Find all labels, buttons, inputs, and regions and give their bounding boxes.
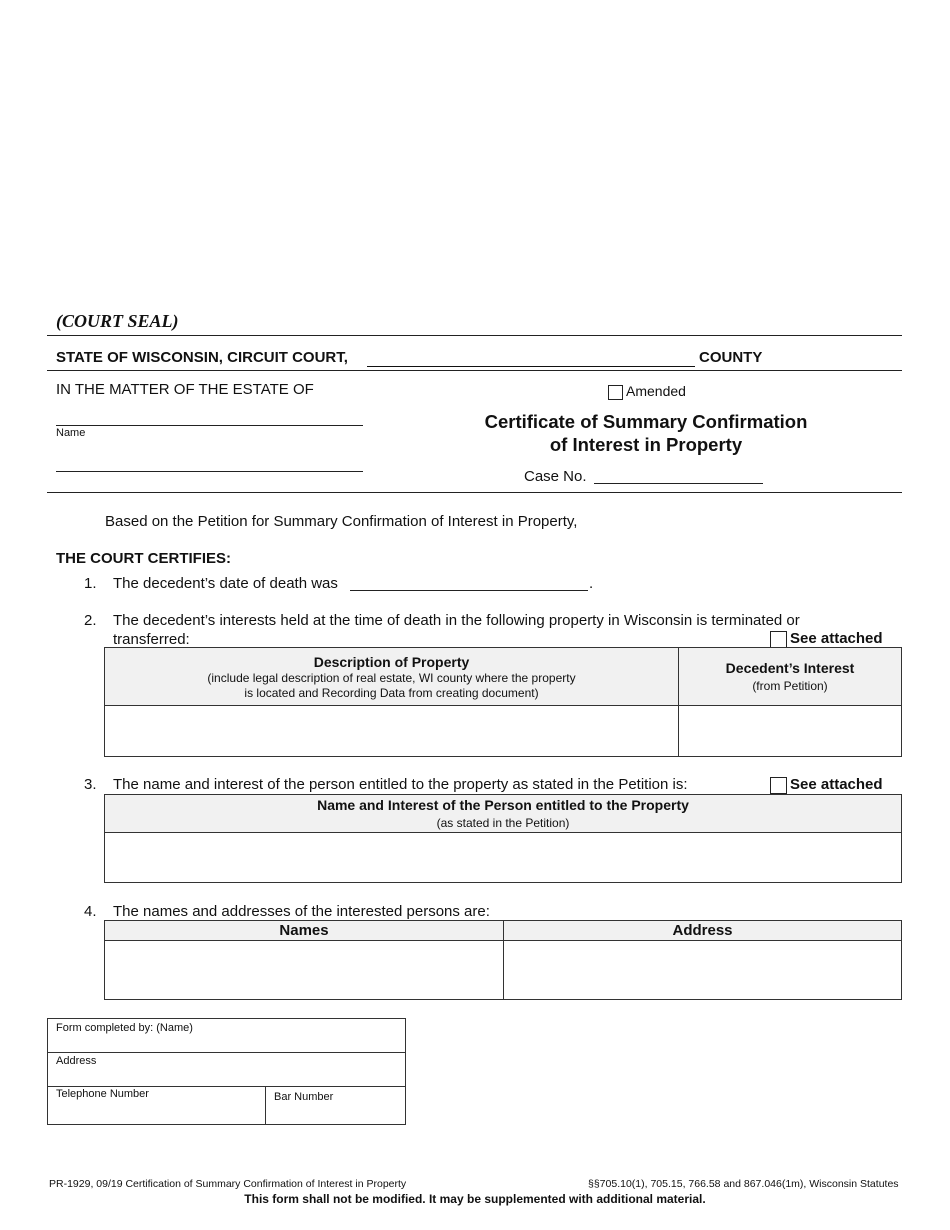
- see-attached-checkbox-person[interactable]: [770, 777, 787, 794]
- date-of-death-blank[interactable]: [350, 590, 588, 591]
- interest-cell[interactable]: [679, 706, 901, 756]
- form-completed-by-box: [47, 1018, 406, 1125]
- estate-name-blank-2[interactable]: [56, 471, 363, 472]
- address-cell[interactable]: [504, 941, 901, 999]
- description-title: Description of Property: [313, 654, 470, 670]
- court-seal-label: (COURT SEAL): [56, 311, 179, 331]
- court-certifies-heading: THE COURT CERTIFIES:: [56, 550, 231, 567]
- header-top-rule: [47, 335, 902, 336]
- completed-by-row-divider-1: [48, 1052, 405, 1053]
- person-entitled-subtitle: (as stated in the Petition): [436, 816, 570, 830]
- completed-by-row-divider-2: [48, 1086, 405, 1087]
- completed-by-name-label[interactable]: Form completed by: (Name): [56, 1022, 193, 1034]
- form-title-line-1: Certificate of Summary Confirmation: [484, 411, 808, 432]
- header-bottom-rule: [47, 492, 902, 493]
- person-entitled-header: [105, 795, 901, 833]
- amended-checkbox[interactable]: [608, 385, 623, 400]
- names-column-header: Names: [279, 922, 329, 939]
- amended-label: Amended: [626, 383, 686, 399]
- estate-name-blank[interactable]: [56, 425, 363, 426]
- description-subtitle-1: (include legal description of real estate, WI county where the property: [207, 671, 576, 685]
- item-4-number: 4.: [84, 903, 97, 920]
- interested-persons-table: [104, 920, 902, 1000]
- estate-label: IN THE MATTER OF THE ESTATE OF: [56, 381, 314, 398]
- item-2-text-line-1: The decedent’s interests held at the time of death in the following property in Wisconsin is terminated or: [113, 612, 800, 629]
- case-no-label: Case No.: [524, 468, 587, 485]
- item-1-number: 1.: [84, 575, 97, 592]
- see-attached-label-person: See attached: [790, 776, 883, 793]
- see-attached-checkbox-property[interactable]: [770, 631, 787, 648]
- form-title: [446, 410, 846, 456]
- item-1-text: The decedent’s date of death was: [113, 575, 338, 592]
- property-table: [104, 647, 902, 757]
- bar-number-label[interactable]: Bar Number: [274, 1091, 334, 1103]
- completed-by-address-label[interactable]: Address: [56, 1055, 97, 1067]
- footer-form-id: PR-1929, 09/19 Certification of Summary Confirmation of Interest in Property: [49, 1178, 407, 1190]
- names-cell[interactable]: [105, 941, 503, 999]
- item-2-number: 2.: [84, 612, 97, 629]
- description-column-header: [105, 654, 678, 700]
- completed-by-col-divider: [265, 1086, 266, 1124]
- court-label: STATE OF WISCONSIN, CIRCUIT COURT,: [56, 349, 348, 366]
- form-title-line-2: of Interest in Property: [549, 434, 743, 455]
- county-blank[interactable]: [367, 366, 695, 367]
- footer-notice: This form shall not be modified. It may be supplemented with additional material.: [244, 1192, 706, 1206]
- person-entitled-title: Name and Interest of the Person entitled to the Property: [317, 797, 689, 813]
- intro-text: Based on the Petition for Summary Confirmation of Interest in Property,: [105, 513, 578, 530]
- description-subtitle-2: is located and Recording Data from creating document): [244, 686, 539, 700]
- county-label: COUNTY: [699, 349, 763, 366]
- item-3-text: The name and interest of the person entitled to the property as stated in the Petition is:: [113, 776, 688, 793]
- item-1-period: .: [589, 575, 594, 592]
- item-4-text: The names and addresses of the interested persons are:: [113, 903, 490, 920]
- item-2-text-line-2: transferred:: [113, 631, 190, 648]
- footer-statutes: §§705.10(1), 705.15, 766.58 and 867.046(1m), Wisconsin Statutes: [588, 1178, 899, 1190]
- see-attached-label-property: See attached: [790, 630, 883, 647]
- interest-title: Decedent’s Interest: [725, 660, 855, 676]
- header-mid-rule: [47, 370, 902, 371]
- telephone-number-label[interactable]: Telephone Number: [56, 1088, 149, 1100]
- name-label: Name: [56, 427, 86, 439]
- description-cell[interactable]: [105, 706, 678, 756]
- person-entitled-cell[interactable]: [105, 833, 901, 882]
- address-column-header: Address: [672, 922, 733, 939]
- person-entitled-table: [104, 794, 902, 883]
- case-no-blank[interactable]: [594, 483, 763, 484]
- item-3-number: 3.: [84, 776, 97, 793]
- interest-column-header: [679, 660, 901, 693]
- interest-subtitle: (from Petition): [752, 679, 828, 693]
